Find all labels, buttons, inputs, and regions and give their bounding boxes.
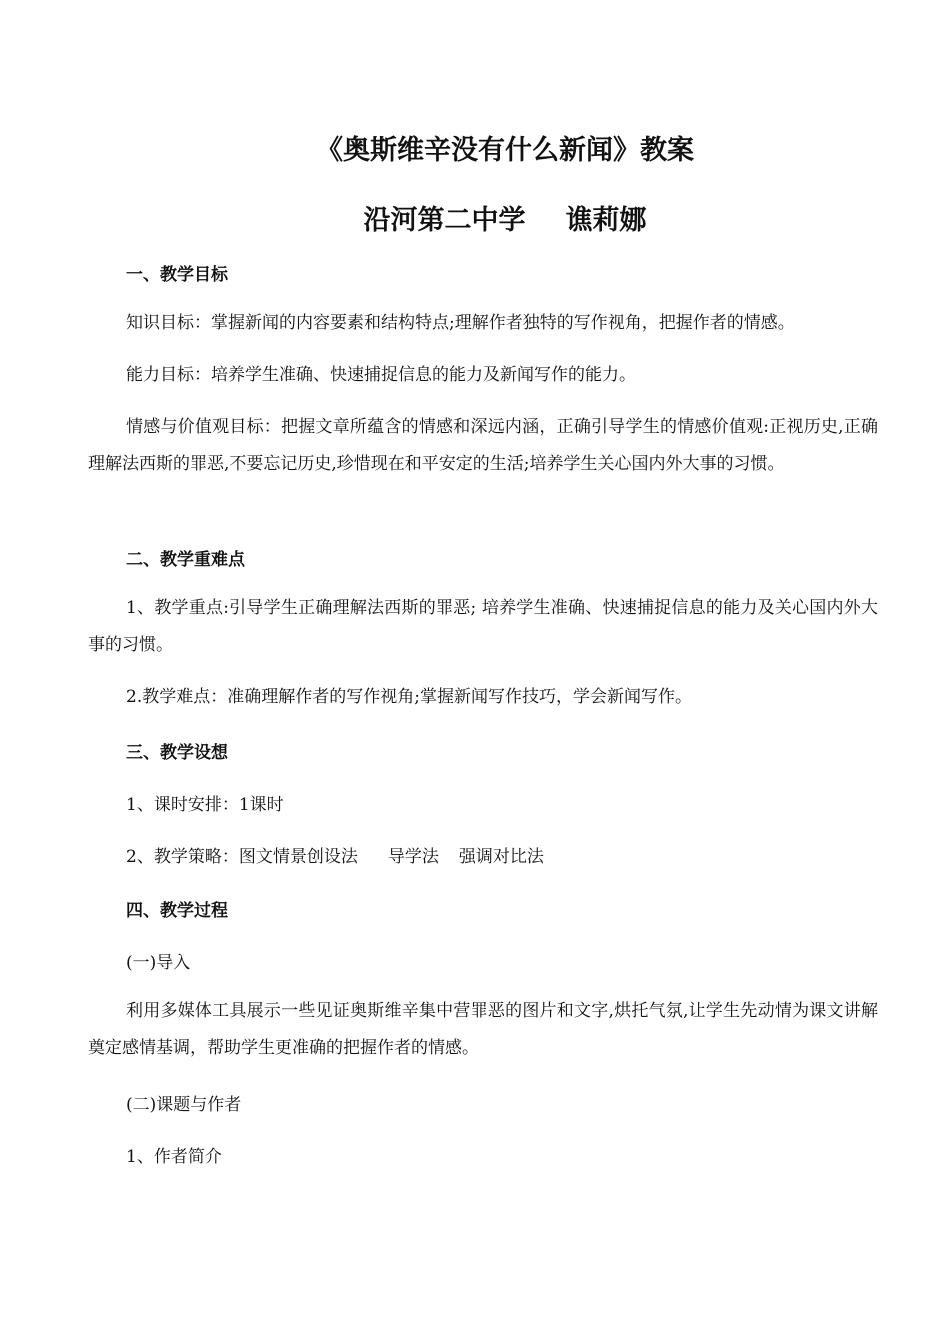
section-heading-objectives: 一、教学目标 [126, 265, 228, 285]
paragraph-introduction: 利用多媒体工具展示一些见证奥斯维辛集中营罪恶的图片和文字,烘托气氛,让学生先动情为课文讲解奠定感情基调，帮助学生更准确的把握作者的情感。 [88, 1001, 878, 1058]
line-author-intro: 1、作者简介 [126, 1147, 222, 1167]
strategy-label: 2、教学策略：图文情景创设法 [126, 847, 358, 867]
section-heading-process: 四、教学过程 [126, 901, 228, 921]
line-part2-heading: (二)课题与作者 [126, 1095, 242, 1115]
section-heading-design: 三、教学设想 [126, 743, 228, 763]
line-schedule: 1、课时安排：1课时 [126, 795, 284, 815]
line-strategy [126, 842, 544, 867]
section-heading-key-points: 二、教学重难点 [126, 550, 245, 570]
paragraph-knowledge-objective: 知识目标：掌握新闻的内容要素和结构特点;理解作者独特的写作视角，把握作者的情感。 [126, 313, 795, 333]
line-part1-heading: (一)导入 [126, 953, 191, 973]
paragraph-difficulty: 2.教学难点：准确理解作者的写作视角;掌握新闻写作技巧，学会新闻写作。 [126, 687, 692, 707]
author-name: 谯莉娜 [565, 205, 647, 236]
paragraph-ability-objective: 能力目标：培养学生准确、快速捕捉信息的能力及新闻写作的能力。 [126, 365, 636, 385]
strategy-item-2: 导学法 [387, 847, 439, 867]
document-subtitle [0, 198, 950, 237]
school-name: 沿河第二中学 [363, 205, 526, 236]
paragraph-emotion-objective: 情感与价值观目标：把握文章所蕴含的情感和深远内涵，正确引导学生的情感价值观:正视历史,正确理解法西斯的罪恶,不要忘记历史,珍惜现在和平安定的生活;培养学生关心国内外大事的习惯。 [88, 417, 878, 474]
paragraph-key-point: 1、教学重点:引导学生正确理解法西斯的罪恶; 培养学生准确、快速捕捉信息的能力及关心国内外大事的习惯。 [88, 598, 878, 655]
strategy-item-3: 强调对比法 [458, 847, 544, 867]
document-title: 《奥斯维辛没有什么新闻》教案 [316, 135, 694, 166]
